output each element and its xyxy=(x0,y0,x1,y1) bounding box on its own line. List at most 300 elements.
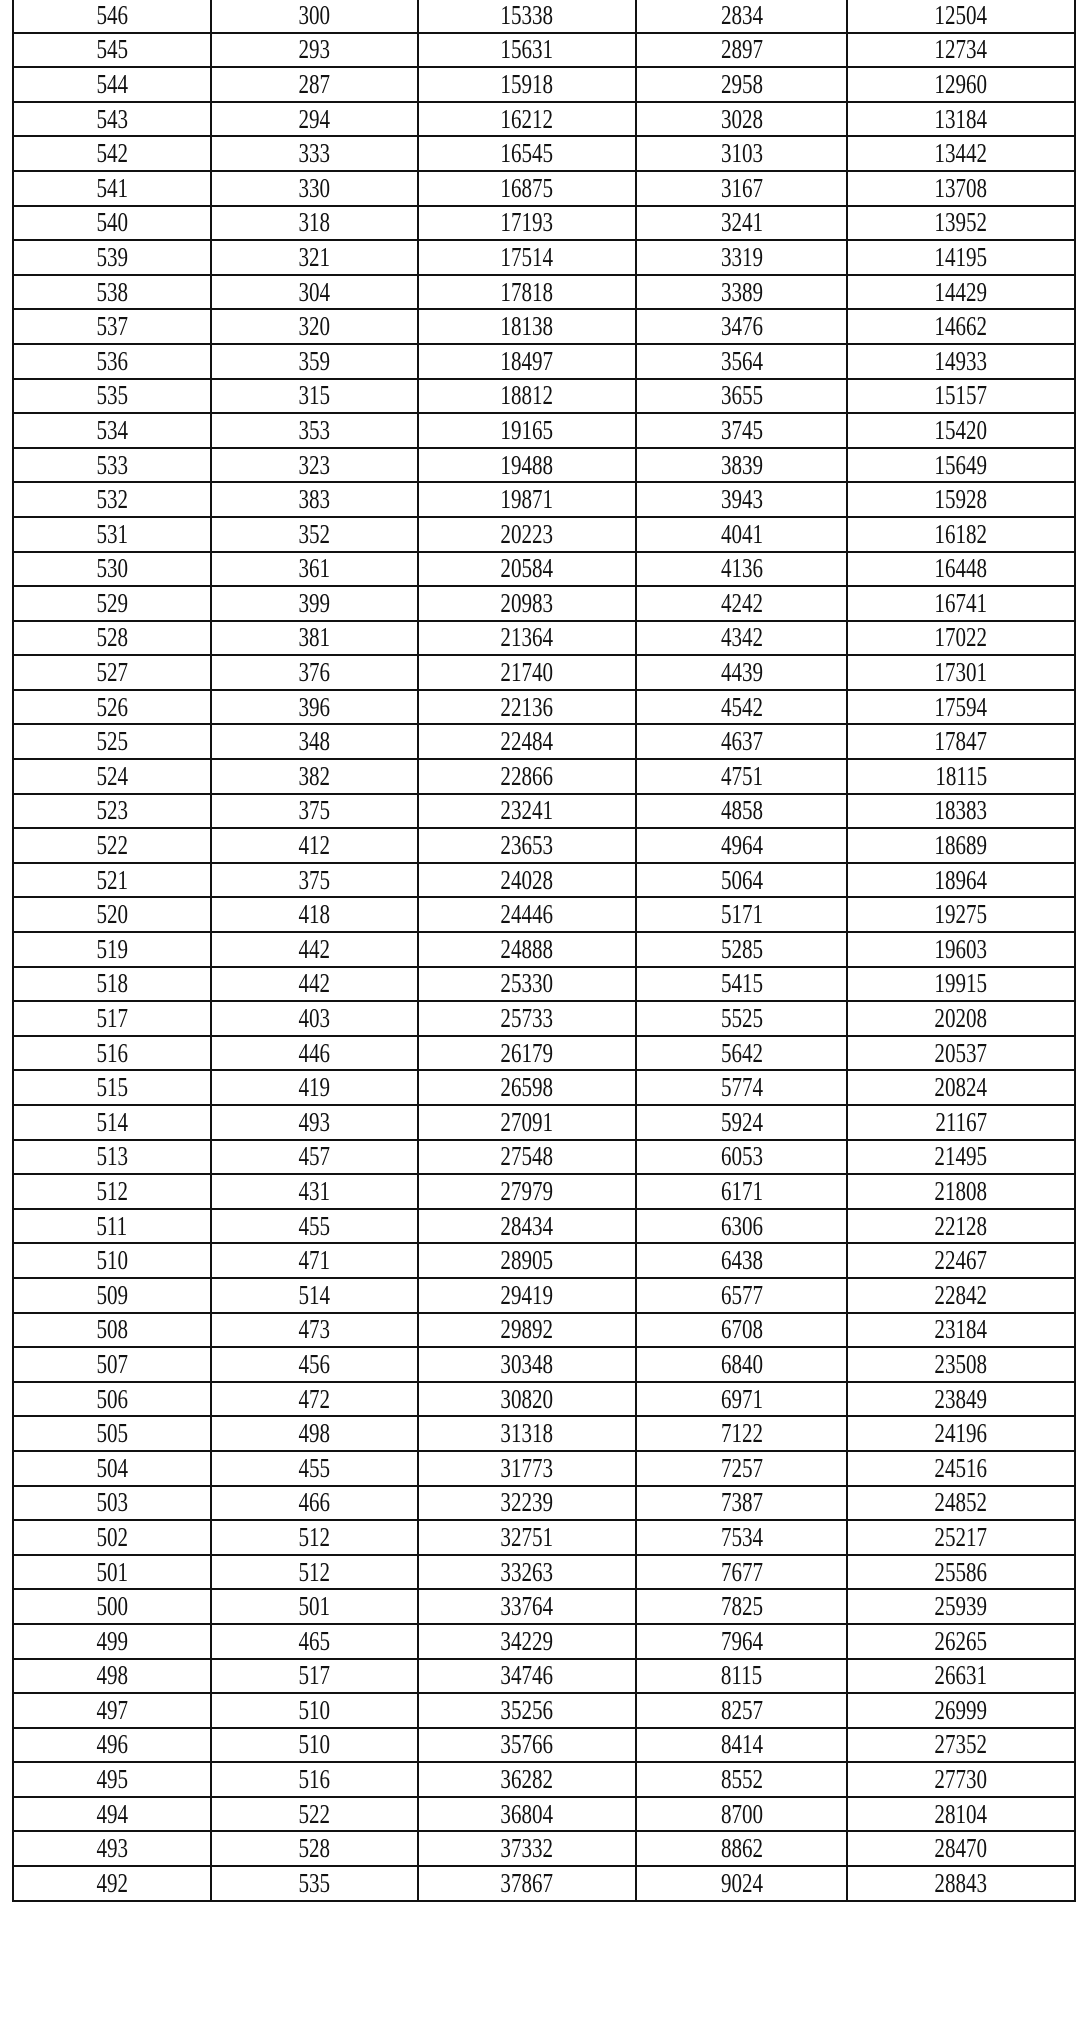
col4-cell xyxy=(636,552,847,587)
cell-text: 396 xyxy=(298,691,331,722)
cell-text: 456 xyxy=(298,1348,331,1379)
table-row xyxy=(13,932,1075,967)
table-row xyxy=(13,1278,1075,1313)
col4-cell xyxy=(636,1589,847,1624)
cell-text: 5924 xyxy=(720,1106,763,1137)
cumulative-cell xyxy=(418,0,636,33)
cell-text: 514 xyxy=(96,1106,128,1137)
cell-text: 4751 xyxy=(720,760,763,791)
score-cell xyxy=(13,275,211,310)
cell-text: 419 xyxy=(298,1072,331,1103)
score-cell xyxy=(13,863,211,898)
table-row xyxy=(13,1624,1075,1659)
col4-cell xyxy=(636,1001,847,1036)
cell-text: 36282 xyxy=(500,1764,554,1795)
cell-text: 23241 xyxy=(500,795,554,826)
count-cell xyxy=(211,586,418,621)
cell-text: 318 xyxy=(298,207,331,238)
col4-cell xyxy=(636,967,847,1002)
table-row xyxy=(13,344,1075,379)
cell-text: 20537 xyxy=(934,1037,988,1068)
score-cell xyxy=(13,448,211,483)
cell-text: 21495 xyxy=(934,1141,988,1172)
col5-cell xyxy=(847,932,1075,967)
score-cell xyxy=(13,1555,211,1590)
col4-cell xyxy=(636,655,847,690)
cell-text: 512 xyxy=(96,1175,128,1206)
cell-text: 18497 xyxy=(500,345,554,376)
table-row xyxy=(13,1001,1075,1036)
cell-text: 500 xyxy=(96,1591,128,1622)
cumulative-cell xyxy=(418,1278,636,1313)
score-cell xyxy=(13,1416,211,1451)
col5-cell xyxy=(847,1831,1075,1866)
cell-text: 30820 xyxy=(500,1383,554,1414)
count-cell xyxy=(211,517,418,552)
cell-text: 18383 xyxy=(934,795,988,826)
col5-cell xyxy=(847,1070,1075,1105)
cumulative-cell xyxy=(418,1416,636,1451)
cell-text: 6306 xyxy=(720,1210,763,1241)
col4-cell xyxy=(636,897,847,932)
cumulative-cell xyxy=(418,275,636,310)
cell-text: 359 xyxy=(298,345,331,376)
table-row xyxy=(13,1486,1075,1521)
cell-text: 26631 xyxy=(934,1660,988,1691)
cumulative-cell xyxy=(418,344,636,379)
count-cell xyxy=(211,863,418,898)
cell-text: 455 xyxy=(298,1210,331,1241)
cell-text: 399 xyxy=(298,587,331,618)
cell-text: 24852 xyxy=(934,1487,988,1518)
col4-cell xyxy=(636,1174,847,1209)
table-row xyxy=(13,1555,1075,1590)
cell-text: 21364 xyxy=(500,622,554,653)
col4-cell xyxy=(636,1140,847,1175)
cell-text: 28104 xyxy=(934,1798,988,1829)
cell-text: 17022 xyxy=(934,622,988,653)
score-cell xyxy=(13,1278,211,1313)
score-cell xyxy=(13,1589,211,1624)
table-row xyxy=(13,1693,1075,1728)
cell-text: 361 xyxy=(298,553,331,584)
cell-text: 23849 xyxy=(934,1383,988,1414)
cell-text: 510 xyxy=(298,1694,331,1725)
cell-text: 442 xyxy=(298,933,331,964)
cell-text: 466 xyxy=(298,1487,331,1518)
cell-text: 20208 xyxy=(934,1003,988,1034)
col5-cell xyxy=(847,1036,1075,1071)
table-row xyxy=(13,690,1075,725)
cell-text: 4439 xyxy=(720,657,763,688)
cell-text: 16448 xyxy=(934,553,988,584)
cell-text: 535 xyxy=(96,380,128,411)
score-cell xyxy=(13,967,211,1002)
col4-cell xyxy=(636,1762,847,1797)
cumulative-cell xyxy=(418,1693,636,1728)
col4-cell xyxy=(636,102,847,137)
cell-text: 333 xyxy=(298,138,331,169)
cell-text: 2958 xyxy=(720,68,763,99)
cell-text: 5642 xyxy=(720,1037,763,1068)
cumulative-cell xyxy=(418,863,636,898)
score-cell xyxy=(13,794,211,829)
cell-text: 382 xyxy=(298,760,331,791)
cumulative-cell xyxy=(418,690,636,725)
cumulative-cell xyxy=(418,379,636,414)
cell-text: 15918 xyxy=(500,68,554,99)
col5-cell xyxy=(847,1555,1075,1590)
col4-cell xyxy=(636,309,847,344)
cell-text: 330 xyxy=(298,172,331,203)
cell-text: 545 xyxy=(96,34,128,65)
score-cell xyxy=(13,586,211,621)
col5-cell xyxy=(847,586,1075,621)
cell-text: 6577 xyxy=(720,1279,763,1310)
cell-text: 472 xyxy=(298,1383,331,1414)
cell-text: 18138 xyxy=(500,311,554,342)
col4-cell xyxy=(636,1659,847,1694)
col4-cell xyxy=(636,448,847,483)
col5-cell xyxy=(847,67,1075,102)
cell-text: 17514 xyxy=(500,241,554,272)
cell-text: 26265 xyxy=(934,1625,988,1656)
count-cell xyxy=(211,967,418,1002)
cell-text: 508 xyxy=(96,1314,128,1345)
cell-text: 526 xyxy=(96,691,128,722)
col5-cell xyxy=(847,724,1075,759)
col4-cell xyxy=(636,67,847,102)
cell-text: 494 xyxy=(96,1798,128,1829)
cell-text: 8414 xyxy=(720,1729,763,1760)
cell-text: 522 xyxy=(96,830,128,861)
table-row xyxy=(13,1728,1075,1763)
col5-cell xyxy=(847,1762,1075,1797)
cumulative-cell xyxy=(418,1797,636,1832)
cell-text: 8862 xyxy=(720,1833,763,1864)
cell-text: 27091 xyxy=(500,1106,554,1137)
table-row xyxy=(13,1866,1075,1901)
cell-text: 7387 xyxy=(720,1487,763,1518)
col5-cell xyxy=(847,655,1075,690)
cell-text: 503 xyxy=(96,1487,128,1518)
col4-cell xyxy=(636,33,847,68)
score-cell xyxy=(13,621,211,656)
cell-text: 24888 xyxy=(500,933,554,964)
table-row xyxy=(13,828,1075,863)
cell-text: 18689 xyxy=(934,830,988,861)
cumulative-cell xyxy=(418,1486,636,1521)
score-cell xyxy=(13,1693,211,1728)
col5-cell xyxy=(847,1209,1075,1244)
cell-text: 22842 xyxy=(934,1279,988,1310)
cell-text: 412 xyxy=(298,830,331,861)
cell-text: 15420 xyxy=(934,414,988,445)
cell-text: 7257 xyxy=(720,1452,763,1483)
col4-cell xyxy=(636,482,847,517)
cell-text: 29419 xyxy=(500,1279,554,1310)
col5-cell xyxy=(847,1105,1075,1140)
count-cell xyxy=(211,1797,418,1832)
table-row xyxy=(13,309,1075,344)
col4-cell xyxy=(636,1831,847,1866)
cell-text: 5415 xyxy=(720,968,763,999)
cell-text: 19871 xyxy=(500,484,554,515)
cell-text: 26598 xyxy=(500,1072,554,1103)
count-cell xyxy=(211,1486,418,1521)
cell-text: 16875 xyxy=(500,172,554,203)
cell-text: 22136 xyxy=(500,691,554,722)
score-cell xyxy=(13,482,211,517)
cell-text: 3564 xyxy=(720,345,763,376)
table-row xyxy=(13,0,1075,33)
col5-cell xyxy=(847,1382,1075,1417)
col5-cell xyxy=(847,1797,1075,1832)
cell-text: 16212 xyxy=(500,103,554,134)
cell-text: 3943 xyxy=(720,484,763,515)
col5-cell xyxy=(847,1243,1075,1278)
count-cell xyxy=(211,33,418,68)
cell-text: 19915 xyxy=(934,968,988,999)
cell-text: 37332 xyxy=(500,1833,554,1864)
cell-text: 17818 xyxy=(500,276,554,307)
score-cell xyxy=(13,1313,211,1348)
cell-text: 375 xyxy=(298,795,331,826)
cell-text: 376 xyxy=(298,657,331,688)
col4-cell xyxy=(636,240,847,275)
cell-text: 25330 xyxy=(500,968,554,999)
cumulative-cell xyxy=(418,552,636,587)
col5-cell xyxy=(847,828,1075,863)
cell-text: 3103 xyxy=(720,138,763,169)
cell-text: 375 xyxy=(298,864,331,895)
cell-text: 3241 xyxy=(720,207,763,238)
cell-text: 27730 xyxy=(934,1764,988,1795)
cell-text: 4542 xyxy=(720,691,763,722)
cell-text: 26999 xyxy=(934,1694,988,1725)
cell-text: 506 xyxy=(96,1383,128,1414)
score-cell xyxy=(13,240,211,275)
cell-text: 495 xyxy=(96,1764,128,1795)
col5-cell xyxy=(847,1866,1075,1901)
cell-text: 14933 xyxy=(934,345,988,376)
cell-text: 13952 xyxy=(934,207,988,238)
cell-text: 493 xyxy=(96,1833,128,1864)
cell-text: 510 xyxy=(298,1729,331,1760)
cell-text: 3655 xyxy=(720,380,763,411)
table-row xyxy=(13,1174,1075,1209)
cell-text: 21167 xyxy=(935,1106,987,1137)
col5-cell xyxy=(847,379,1075,414)
cumulative-cell xyxy=(418,897,636,932)
cell-text: 4136 xyxy=(720,553,763,584)
cell-text: 24028 xyxy=(500,864,554,895)
cell-text: 4964 xyxy=(720,830,763,861)
table-row xyxy=(13,621,1075,656)
col4-cell xyxy=(636,1728,847,1763)
col5-cell xyxy=(847,897,1075,932)
table-row xyxy=(13,1520,1075,1555)
cell-text: 471 xyxy=(298,1245,331,1276)
cumulative-cell xyxy=(418,1762,636,1797)
cell-text: 522 xyxy=(298,1798,331,1829)
cell-text: 2834 xyxy=(720,0,763,30)
col4-cell xyxy=(636,828,847,863)
count-cell xyxy=(211,828,418,863)
cell-text: 517 xyxy=(298,1660,331,1691)
cell-text: 5171 xyxy=(720,899,763,930)
table-row xyxy=(13,171,1075,206)
cell-text: 8700 xyxy=(720,1798,763,1829)
cell-text: 31773 xyxy=(500,1452,554,1483)
score-cell xyxy=(13,655,211,690)
cell-text: 3839 xyxy=(720,449,763,480)
cell-text: 17847 xyxy=(934,726,988,757)
cumulative-cell xyxy=(418,136,636,171)
cumulative-cell xyxy=(418,309,636,344)
cumulative-cell xyxy=(418,586,636,621)
count-cell xyxy=(211,0,418,33)
cell-text: 520 xyxy=(96,899,128,930)
cell-text: 403 xyxy=(298,1003,331,1034)
col5-cell xyxy=(847,759,1075,794)
cell-text: 501 xyxy=(298,1591,331,1622)
cumulative-cell xyxy=(418,206,636,241)
score-cell xyxy=(13,932,211,967)
cell-text: 28434 xyxy=(500,1210,554,1241)
cell-text: 3389 xyxy=(720,276,763,307)
col5-cell xyxy=(847,1001,1075,1036)
cumulative-cell xyxy=(418,1831,636,1866)
col5-cell xyxy=(847,1589,1075,1624)
count-cell xyxy=(211,379,418,414)
cell-text: 6171 xyxy=(720,1175,763,1206)
cell-text: 457 xyxy=(298,1141,331,1172)
cell-text: 518 xyxy=(96,968,128,999)
cell-text: 514 xyxy=(298,1279,331,1310)
cell-text: 528 xyxy=(298,1833,331,1864)
count-cell xyxy=(211,794,418,829)
col4-cell xyxy=(636,1486,847,1521)
cell-text: 19275 xyxy=(934,899,988,930)
cell-text: 527 xyxy=(96,657,128,688)
score-cell xyxy=(13,897,211,932)
cell-text: 23508 xyxy=(934,1348,988,1379)
col5-cell xyxy=(847,1416,1075,1451)
count-cell xyxy=(211,102,418,137)
cell-text: 304 xyxy=(298,276,331,307)
cell-text: 446 xyxy=(298,1037,331,1068)
cumulative-cell xyxy=(418,1347,636,1382)
col5-cell xyxy=(847,309,1075,344)
cell-text: 533 xyxy=(96,449,128,480)
cell-text: 4858 xyxy=(720,795,763,826)
col5-cell xyxy=(847,448,1075,483)
cumulative-cell xyxy=(418,1589,636,1624)
score-cell xyxy=(13,1831,211,1866)
cell-text: 498 xyxy=(298,1418,331,1449)
cell-text: 18812 xyxy=(500,380,554,411)
table-row xyxy=(13,655,1075,690)
cell-text: 18964 xyxy=(934,864,988,895)
cell-text: 507 xyxy=(96,1348,128,1379)
col4-cell xyxy=(636,1313,847,1348)
cell-text: 15157 xyxy=(934,380,988,411)
cell-text: 20584 xyxy=(500,553,554,584)
col5-cell xyxy=(847,1140,1075,1175)
score-cell xyxy=(13,33,211,68)
col4-cell xyxy=(636,932,847,967)
cell-text: 15338 xyxy=(500,0,554,30)
col5-cell xyxy=(847,413,1075,448)
cell-text: 17193 xyxy=(500,207,554,238)
count-cell xyxy=(211,1624,418,1659)
cell-text: 493 xyxy=(298,1106,331,1137)
cell-text: 24516 xyxy=(934,1452,988,1483)
col4-cell xyxy=(636,1520,847,1555)
cumulative-cell xyxy=(418,828,636,863)
cell-text: 542 xyxy=(96,138,128,169)
cell-text: 35766 xyxy=(500,1729,554,1760)
cell-text: 315 xyxy=(298,380,331,411)
count-cell xyxy=(211,206,418,241)
cumulative-cell xyxy=(418,759,636,794)
cell-text: 531 xyxy=(96,518,128,549)
cumulative-cell xyxy=(418,1555,636,1590)
cell-text: 383 xyxy=(298,484,331,515)
cumulative-cell xyxy=(418,1140,636,1175)
col4-cell xyxy=(636,1070,847,1105)
score-cell xyxy=(13,102,211,137)
cell-text: 16545 xyxy=(500,138,554,169)
cell-text: 19488 xyxy=(500,449,554,480)
cumulative-cell xyxy=(418,413,636,448)
cell-text: 24196 xyxy=(934,1418,988,1449)
cell-text: 546 xyxy=(96,0,128,30)
count-cell xyxy=(211,552,418,587)
cumulative-cell xyxy=(418,1624,636,1659)
count-cell xyxy=(211,1243,418,1278)
score-cell xyxy=(13,1486,211,1521)
cell-text: 529 xyxy=(96,587,128,618)
cell-text: 22484 xyxy=(500,726,554,757)
cell-text: 540 xyxy=(96,207,128,238)
count-cell xyxy=(211,897,418,932)
col4-cell xyxy=(636,794,847,829)
table-row xyxy=(13,448,1075,483)
col5-cell xyxy=(847,1278,1075,1313)
cell-text: 13184 xyxy=(934,103,988,134)
cell-text: 3167 xyxy=(720,172,763,203)
table-row xyxy=(13,1797,1075,1832)
score-cell xyxy=(13,1866,211,1901)
col4-cell xyxy=(636,1451,847,1486)
count-cell xyxy=(211,1070,418,1105)
cell-text: 536 xyxy=(96,345,128,376)
cumulative-cell xyxy=(418,240,636,275)
score-cell xyxy=(13,67,211,102)
cumulative-cell xyxy=(418,1070,636,1105)
cell-text: 32239 xyxy=(500,1487,554,1518)
cell-text: 537 xyxy=(96,311,128,342)
cell-text: 6438 xyxy=(720,1245,763,1276)
col4-cell xyxy=(636,413,847,448)
count-cell xyxy=(211,1762,418,1797)
count-cell xyxy=(211,67,418,102)
cumulative-cell xyxy=(418,794,636,829)
count-cell xyxy=(211,1831,418,1866)
count-cell xyxy=(211,1382,418,1417)
